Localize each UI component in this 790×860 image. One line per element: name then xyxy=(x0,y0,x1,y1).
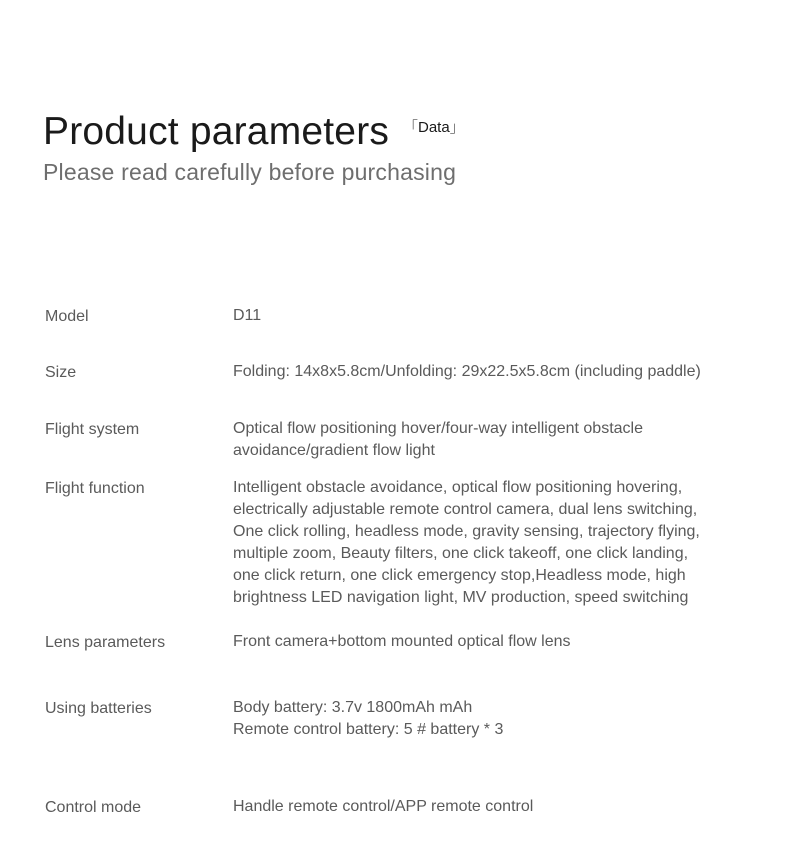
param-label-model: Model xyxy=(45,308,89,325)
param-value-line: D11 xyxy=(233,307,262,324)
param-value-line: multiple zoom, Beauty filters, one click takeoff, one click landing, xyxy=(233,545,689,562)
page-subtitle: Please read carefully before purchasing xyxy=(43,159,457,185)
param-label-batteries: Using batteries xyxy=(45,700,152,717)
param-value-line: one click return, one click emergency stop,Headless mode, high xyxy=(233,567,686,584)
param-value-control-mode xyxy=(233,796,763,818)
title-block xyxy=(43,108,465,156)
param-value-line: Front camera+bottom mounted optical flow lens xyxy=(233,633,571,650)
param-value-flight-system xyxy=(233,418,763,462)
param-label-flight-system: Flight system xyxy=(45,421,140,438)
param-value-line: Handle remote control/APP remote control xyxy=(233,798,534,815)
param-label-control-mode: Control mode xyxy=(45,799,142,816)
param-value-line: Intelligent obstacle avoidance, optical flow positioning hovering, xyxy=(233,479,683,496)
param-value-line: Folding: 14x8x5.8cm/Unfolding: 29x22.5x5.8cm (including paddle) xyxy=(233,363,701,380)
param-value-line: One click rolling, headless mode, gravity sensing, trajectory flying, xyxy=(233,523,700,540)
param-value-line: avoidance/gradient flow light xyxy=(233,442,435,459)
param-value-line: Body battery: 3.7v 1800mAh mAh xyxy=(233,699,473,716)
param-value-flight-function xyxy=(233,477,763,609)
param-value-line: brightness LED navigation light, MV production, speed switching xyxy=(233,589,689,606)
param-value-model xyxy=(233,305,763,327)
param-label-size: Size xyxy=(45,364,77,381)
param-label-flight-function: Flight function xyxy=(45,480,145,497)
param-value-line: electrically adjustable remote control camera, dual lens switching, xyxy=(233,501,698,518)
param-value-line: Remote control battery: 5 # battery * 3 xyxy=(233,721,504,738)
param-value-lens xyxy=(233,631,763,653)
param-label-lens: Lens parameters xyxy=(45,634,166,651)
page-title: Product parameters xyxy=(43,110,390,153)
param-value-size xyxy=(233,361,763,383)
param-value-line: Optical flow positioning hover/four-way intelligent obstacle xyxy=(233,420,643,437)
param-value-batteries xyxy=(233,697,763,741)
title-tag: 「Data」 xyxy=(403,119,465,136)
